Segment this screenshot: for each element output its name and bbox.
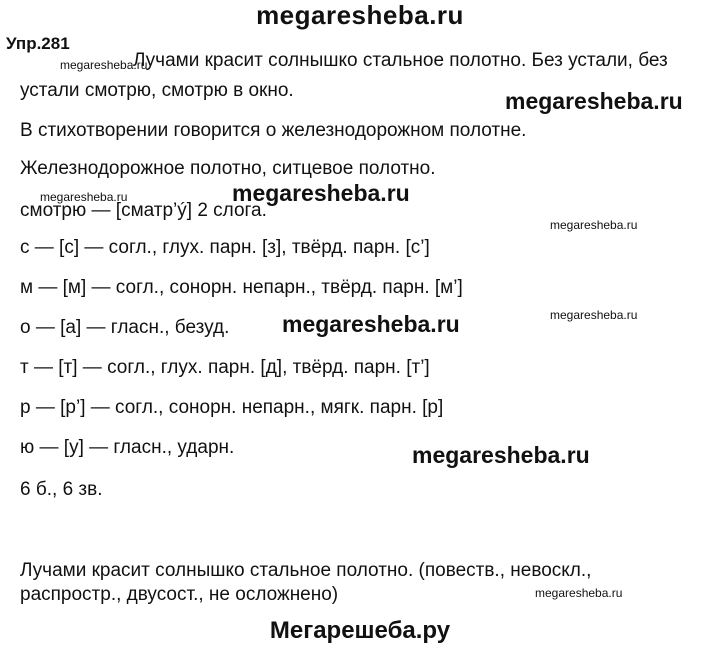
watermark-big: megaresheba.ru <box>232 180 410 206</box>
phrases-text: Железнодорожное полотно, ситцевое полотно. <box>20 158 436 179</box>
poem-line-1: Лучами красит солнышко стальное полотно. Без устали, без <box>133 50 668 71</box>
sentence-line-1: Лучами красит солнышко стальное полотно. (повеств., невоскл., <box>20 560 592 581</box>
sound-line: о — [а] — гласн., безуд. <box>20 317 230 338</box>
sound-line: ю — [у] — гласн., ударн. <box>20 437 235 458</box>
watermark-small: megaresheba.ru <box>550 308 638 322</box>
sound-line: р — [р’] — согл., сонорн. непарн., мягк. парн. [р] <box>20 397 444 418</box>
exercise-title: Упр.281 <box>6 34 70 53</box>
watermark-small: megaresheba.ru <box>40 190 128 204</box>
explanation-text: В стихотворении говорится о железнодорожном полотне. <box>20 120 527 141</box>
poem-line-2: устали смотрю, смотрю в окно. <box>20 80 294 101</box>
watermark-big: megaresheba.ru <box>505 88 683 114</box>
watermark-small: megaresheba.ru <box>60 58 148 72</box>
word-analysis: смотрю — [сматр’ý] 2 слога. <box>20 200 267 221</box>
site-header: megaresheba.ru <box>256 0 464 30</box>
sound-line: т — [т] — согл., глух. парн. [д], твёрд. парн. [т’] <box>20 357 430 378</box>
letter-sound-count: 6 б., 6 зв. <box>20 479 103 500</box>
watermark-big: megaresheba.ru <box>412 442 590 468</box>
watermark-small: megaresheba.ru <box>535 586 623 600</box>
watermark-small: megaresheba.ru <box>550 218 638 232</box>
sound-line: с — [с] — согл., глух. парн. [з], твёрд. парн. [с’] <box>20 237 430 258</box>
sentence-line-2: распростр., двусост., не осложнено) <box>20 584 339 605</box>
sound-line: м — [м] — согл., сонорн. непарн., твёрд. парн. [м’] <box>20 277 463 298</box>
site-footer: Мегарешеба.ру <box>269 617 451 644</box>
watermark-big: megaresheba.ru <box>282 311 460 337</box>
